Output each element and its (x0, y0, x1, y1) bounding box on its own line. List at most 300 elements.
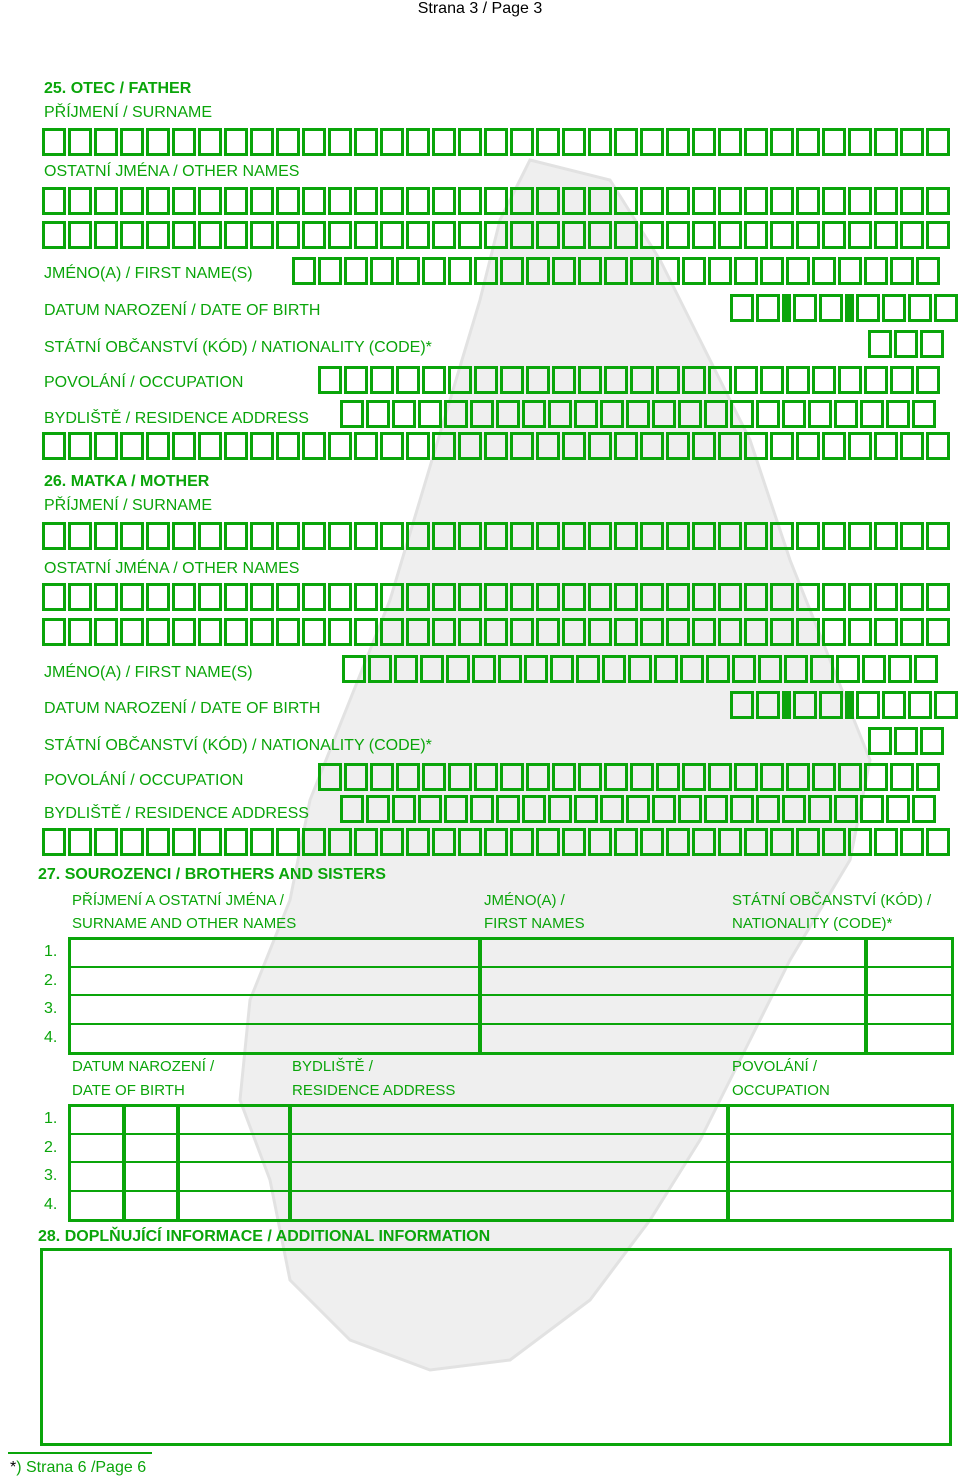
char-box[interactable] (666, 432, 690, 460)
char-box[interactable] (224, 221, 248, 249)
mother-first-names-boxes[interactable] (342, 655, 938, 683)
char-box[interactable] (318, 366, 342, 394)
char-box[interactable] (626, 795, 650, 823)
char-box[interactable] (874, 432, 898, 460)
char-box[interactable] (796, 583, 820, 611)
char-box[interactable] (366, 795, 390, 823)
char-box[interactable] (94, 187, 118, 215)
char-box[interactable] (420, 655, 444, 683)
char-box[interactable] (536, 618, 560, 646)
char-box[interactable] (874, 618, 898, 646)
char-box[interactable] (42, 128, 66, 156)
char-box[interactable] (678, 400, 702, 428)
char-box[interactable] (812, 763, 836, 791)
char-box[interactable] (344, 763, 368, 791)
char-box[interactable] (848, 432, 872, 460)
char-box[interactable] (666, 128, 690, 156)
char-box[interactable] (900, 128, 924, 156)
char-box[interactable] (708, 257, 732, 285)
char-box[interactable] (718, 618, 742, 646)
char-box[interactable] (848, 522, 872, 550)
char-box[interactable] (588, 522, 612, 550)
char-box[interactable] (758, 655, 782, 683)
father-first-names-boxes[interactable] (292, 257, 940, 285)
char-box[interactable] (510, 618, 534, 646)
char-box[interactable] (666, 522, 690, 550)
char-box[interactable] (666, 583, 690, 611)
char-box[interactable] (344, 366, 368, 394)
char-box[interactable] (890, 366, 914, 394)
char-box[interactable] (510, 828, 534, 856)
char-box[interactable] (302, 828, 326, 856)
char-box[interactable] (380, 618, 404, 646)
char-box[interactable] (914, 655, 938, 683)
char-box[interactable] (172, 128, 196, 156)
char-box[interactable] (786, 763, 810, 791)
char-box[interactable] (678, 795, 702, 823)
char-box[interactable] (370, 257, 394, 285)
char-box[interactable] (838, 366, 862, 394)
char-box[interactable] (392, 400, 416, 428)
char-box[interactable] (292, 257, 316, 285)
char-box[interactable] (888, 655, 912, 683)
char-box[interactable] (510, 221, 534, 249)
char-box[interactable] (474, 257, 498, 285)
char-box[interactable] (198, 128, 222, 156)
char-box[interactable] (692, 128, 716, 156)
char-box[interactable] (640, 522, 664, 550)
char-box[interactable] (328, 828, 352, 856)
char-box[interactable] (224, 522, 248, 550)
mother-surname-boxes[interactable] (42, 522, 950, 550)
char-box[interactable] (484, 828, 508, 856)
char-box[interactable] (708, 763, 732, 791)
char-box[interactable] (146, 187, 170, 215)
char-box[interactable] (522, 795, 546, 823)
char-box[interactable] (510, 522, 534, 550)
char-box[interactable] (744, 618, 768, 646)
char-box[interactable] (302, 618, 326, 646)
char-box[interactable] (822, 128, 846, 156)
char-box[interactable] (536, 583, 560, 611)
char-box[interactable] (448, 257, 472, 285)
father-residence-boxes-1[interactable] (340, 400, 936, 428)
char-box[interactable] (276, 187, 300, 215)
char-box[interactable] (874, 828, 898, 856)
char-box[interactable] (484, 221, 508, 249)
char-box[interactable] (882, 691, 906, 719)
char-box[interactable] (784, 655, 808, 683)
char-box[interactable] (588, 221, 612, 249)
mother-other-names-boxes-1[interactable] (42, 583, 950, 611)
char-box[interactable] (406, 828, 430, 856)
char-box[interactable] (224, 828, 248, 856)
char-box[interactable] (94, 432, 118, 460)
char-box[interactable] (146, 583, 170, 611)
char-box[interactable] (392, 795, 416, 823)
char-box[interactable] (432, 522, 456, 550)
char-box[interactable] (916, 257, 940, 285)
char-box[interactable] (536, 221, 560, 249)
char-box[interactable] (444, 400, 468, 428)
char-box[interactable] (656, 763, 680, 791)
char-box[interactable] (276, 221, 300, 249)
char-box[interactable] (578, 257, 602, 285)
char-box[interactable] (172, 618, 196, 646)
char-box[interactable] (354, 583, 378, 611)
char-box[interactable] (718, 128, 742, 156)
char-box[interactable] (578, 366, 602, 394)
char-box[interactable] (704, 400, 728, 428)
char-box[interactable] (172, 828, 196, 856)
char-box[interactable] (614, 432, 638, 460)
char-box[interactable] (630, 257, 654, 285)
char-box[interactable] (882, 294, 906, 322)
char-box[interactable] (848, 221, 872, 249)
char-box[interactable] (793, 691, 817, 719)
char-box[interactable] (406, 522, 430, 550)
char-box[interactable] (340, 400, 364, 428)
char-box[interactable] (874, 583, 898, 611)
char-box[interactable] (328, 522, 352, 550)
char-box[interactable] (276, 522, 300, 550)
char-box[interactable] (894, 330, 918, 358)
char-box[interactable] (614, 128, 638, 156)
char-box[interactable] (812, 366, 836, 394)
char-box[interactable] (630, 763, 654, 791)
char-box[interactable] (760, 257, 784, 285)
char-box[interactable] (786, 366, 810, 394)
char-box[interactable] (692, 187, 716, 215)
char-box[interactable] (396, 366, 420, 394)
char-box[interactable] (432, 618, 456, 646)
char-box[interactable] (42, 828, 66, 856)
char-box[interactable] (819, 294, 843, 322)
char-box[interactable] (744, 828, 768, 856)
char-box[interactable] (626, 400, 650, 428)
char-box[interactable] (822, 187, 846, 215)
char-box[interactable] (562, 221, 586, 249)
char-box[interactable] (406, 618, 430, 646)
char-box[interactable] (666, 618, 690, 646)
char-box[interactable] (318, 257, 342, 285)
char-box[interactable] (704, 795, 728, 823)
char-box[interactable] (756, 795, 780, 823)
char-box[interactable] (796, 221, 820, 249)
char-box[interactable] (250, 432, 274, 460)
char-box[interactable] (600, 795, 624, 823)
char-box[interactable] (250, 187, 274, 215)
char-box[interactable] (744, 221, 768, 249)
char-box[interactable] (120, 828, 144, 856)
char-box[interactable] (900, 221, 924, 249)
char-box[interactable] (370, 763, 394, 791)
char-box[interactable] (848, 618, 872, 646)
char-box[interactable] (120, 522, 144, 550)
char-box[interactable] (172, 522, 196, 550)
char-box[interactable] (656, 366, 680, 394)
char-box[interactable] (786, 257, 810, 285)
char-box[interactable] (526, 366, 550, 394)
char-box[interactable] (496, 795, 520, 823)
char-box[interactable] (614, 522, 638, 550)
char-box[interactable] (536, 432, 560, 460)
char-box[interactable] (94, 522, 118, 550)
char-box[interactable] (614, 221, 638, 249)
char-box[interactable] (666, 187, 690, 215)
char-box[interactable] (396, 763, 420, 791)
char-box[interactable] (562, 128, 586, 156)
char-box[interactable] (782, 400, 806, 428)
char-box[interactable] (484, 128, 508, 156)
char-box[interactable] (770, 583, 794, 611)
char-box[interactable] (708, 366, 732, 394)
char-box[interactable] (146, 432, 170, 460)
char-box[interactable] (822, 522, 846, 550)
char-box[interactable] (744, 128, 768, 156)
char-box[interactable] (522, 400, 546, 428)
char-box[interactable] (656, 257, 680, 285)
char-box[interactable] (396, 257, 420, 285)
char-box[interactable] (172, 583, 196, 611)
char-box[interactable] (198, 432, 222, 460)
char-box[interactable] (562, 187, 586, 215)
char-box[interactable] (318, 763, 342, 791)
char-box[interactable] (796, 522, 820, 550)
char-box[interactable] (578, 763, 602, 791)
char-box[interactable] (432, 828, 456, 856)
char-box[interactable] (756, 400, 780, 428)
char-box[interactable] (474, 763, 498, 791)
char-box[interactable] (328, 221, 352, 249)
char-box[interactable] (470, 795, 494, 823)
father-other-names-boxes-1[interactable] (42, 187, 950, 215)
char-box[interactable] (380, 187, 404, 215)
char-box[interactable] (302, 221, 326, 249)
father-dob-boxes[interactable] (730, 294, 958, 322)
char-box[interactable] (912, 795, 936, 823)
char-box[interactable] (458, 187, 482, 215)
char-box[interactable] (500, 366, 524, 394)
char-box[interactable] (198, 221, 222, 249)
char-box[interactable] (730, 795, 754, 823)
char-box[interactable] (380, 583, 404, 611)
char-box[interactable] (692, 583, 716, 611)
char-box[interactable] (380, 432, 404, 460)
char-box[interactable] (862, 655, 886, 683)
char-box[interactable] (536, 187, 560, 215)
char-box[interactable] (822, 618, 846, 646)
char-box[interactable] (796, 828, 820, 856)
char-box[interactable] (340, 795, 364, 823)
char-box[interactable] (808, 400, 832, 428)
char-box[interactable] (860, 400, 884, 428)
char-box[interactable] (510, 128, 534, 156)
char-box[interactable] (640, 828, 664, 856)
char-box[interactable] (770, 221, 794, 249)
char-box[interactable] (344, 257, 368, 285)
char-box[interactable] (406, 583, 430, 611)
char-box[interactable] (380, 522, 404, 550)
char-box[interactable] (42, 618, 66, 646)
char-box[interactable] (730, 691, 754, 719)
char-box[interactable] (770, 432, 794, 460)
char-box[interactable] (718, 432, 742, 460)
char-box[interactable] (868, 727, 892, 755)
char-box[interactable] (692, 522, 716, 550)
char-box[interactable] (856, 691, 880, 719)
char-box[interactable] (682, 763, 706, 791)
char-box[interactable] (422, 366, 446, 394)
char-box[interactable] (406, 187, 430, 215)
char-box[interactable] (474, 366, 498, 394)
char-box[interactable] (734, 763, 758, 791)
char-box[interactable] (536, 128, 560, 156)
char-box[interactable] (614, 583, 638, 611)
char-box[interactable] (510, 187, 534, 215)
char-box[interactable] (934, 691, 958, 719)
char-box[interactable] (916, 763, 940, 791)
char-box[interactable] (406, 432, 430, 460)
char-box[interactable] (692, 618, 716, 646)
char-box[interactable] (536, 828, 560, 856)
char-box[interactable] (796, 432, 820, 460)
char-box[interactable] (448, 763, 472, 791)
char-box[interactable] (692, 432, 716, 460)
char-box[interactable] (250, 221, 274, 249)
char-box[interactable] (640, 221, 664, 249)
char-box[interactable] (588, 187, 612, 215)
char-box[interactable] (302, 522, 326, 550)
char-box[interactable] (926, 187, 950, 215)
mother-residence-boxes-1[interactable] (340, 795, 936, 823)
char-box[interactable] (588, 128, 612, 156)
char-box[interactable] (574, 400, 598, 428)
char-box[interactable] (42, 221, 66, 249)
char-box[interactable] (198, 828, 222, 856)
char-box[interactable] (406, 221, 430, 249)
char-box[interactable] (848, 583, 872, 611)
char-box[interactable] (418, 400, 442, 428)
char-box[interactable] (770, 618, 794, 646)
char-box[interactable] (548, 400, 572, 428)
char-box[interactable] (224, 187, 248, 215)
char-box[interactable] (562, 522, 586, 550)
char-box[interactable] (770, 187, 794, 215)
char-box[interactable] (916, 366, 940, 394)
char-box[interactable] (838, 257, 862, 285)
mother-occupation-boxes[interactable] (318, 763, 940, 791)
char-box[interactable] (302, 128, 326, 156)
char-box[interactable] (458, 618, 482, 646)
char-box[interactable] (926, 128, 950, 156)
father-surname-boxes[interactable] (42, 128, 950, 156)
char-box[interactable] (552, 763, 576, 791)
char-box[interactable] (146, 828, 170, 856)
char-box[interactable] (250, 128, 274, 156)
char-box[interactable] (500, 763, 524, 791)
char-box[interactable] (756, 294, 780, 322)
char-box[interactable] (864, 366, 888, 394)
char-box[interactable] (864, 763, 888, 791)
char-box[interactable] (250, 522, 274, 550)
char-box[interactable] (782, 795, 806, 823)
mother-residence-boxes-2[interactable] (42, 828, 950, 856)
char-box[interactable] (276, 583, 300, 611)
char-box[interactable] (744, 583, 768, 611)
char-box[interactable] (484, 618, 508, 646)
char-box[interactable] (68, 522, 92, 550)
char-box[interactable] (604, 257, 628, 285)
char-box[interactable] (380, 128, 404, 156)
char-box[interactable] (706, 655, 730, 683)
char-box[interactable] (484, 583, 508, 611)
char-box[interactable] (524, 655, 548, 683)
char-box[interactable] (604, 763, 628, 791)
char-box[interactable] (926, 432, 950, 460)
char-box[interactable] (890, 257, 914, 285)
char-box[interactable] (510, 583, 534, 611)
char-box[interactable] (760, 366, 784, 394)
father-residence-boxes-2[interactable] (42, 432, 950, 460)
char-box[interactable] (834, 400, 858, 428)
char-box[interactable] (810, 655, 834, 683)
char-box[interactable] (42, 522, 66, 550)
char-box[interactable] (600, 400, 624, 428)
char-box[interactable] (42, 432, 66, 460)
char-box[interactable] (588, 828, 612, 856)
char-box[interactable] (458, 128, 482, 156)
char-box[interactable] (276, 432, 300, 460)
char-box[interactable] (682, 257, 706, 285)
char-box[interactable] (900, 828, 924, 856)
char-box[interactable] (342, 655, 366, 683)
char-box[interactable] (394, 655, 418, 683)
char-box[interactable] (120, 128, 144, 156)
char-box[interactable] (68, 618, 92, 646)
char-box[interactable] (734, 366, 758, 394)
char-box[interactable] (874, 221, 898, 249)
char-box[interactable] (380, 828, 404, 856)
char-box[interactable] (432, 128, 456, 156)
char-box[interactable] (198, 583, 222, 611)
char-box[interactable] (444, 795, 468, 823)
char-box[interactable] (500, 257, 524, 285)
char-box[interactable] (744, 432, 768, 460)
char-box[interactable] (864, 257, 888, 285)
father-occupation-boxes[interactable] (318, 366, 940, 394)
char-box[interactable] (354, 522, 378, 550)
char-box[interactable] (198, 618, 222, 646)
char-box[interactable] (808, 795, 832, 823)
char-box[interactable] (354, 187, 378, 215)
char-box[interactable] (198, 522, 222, 550)
char-box[interactable] (146, 221, 170, 249)
char-box[interactable] (718, 828, 742, 856)
char-box[interactable] (926, 618, 950, 646)
char-box[interactable] (484, 187, 508, 215)
char-box[interactable] (432, 187, 456, 215)
char-box[interactable] (422, 763, 446, 791)
char-box[interactable] (458, 828, 482, 856)
char-box[interactable] (496, 400, 520, 428)
char-box[interactable] (822, 221, 846, 249)
char-box[interactable] (224, 128, 248, 156)
char-box[interactable] (848, 128, 872, 156)
char-box[interactable] (418, 795, 442, 823)
char-box[interactable] (172, 221, 196, 249)
char-box[interactable] (718, 522, 742, 550)
